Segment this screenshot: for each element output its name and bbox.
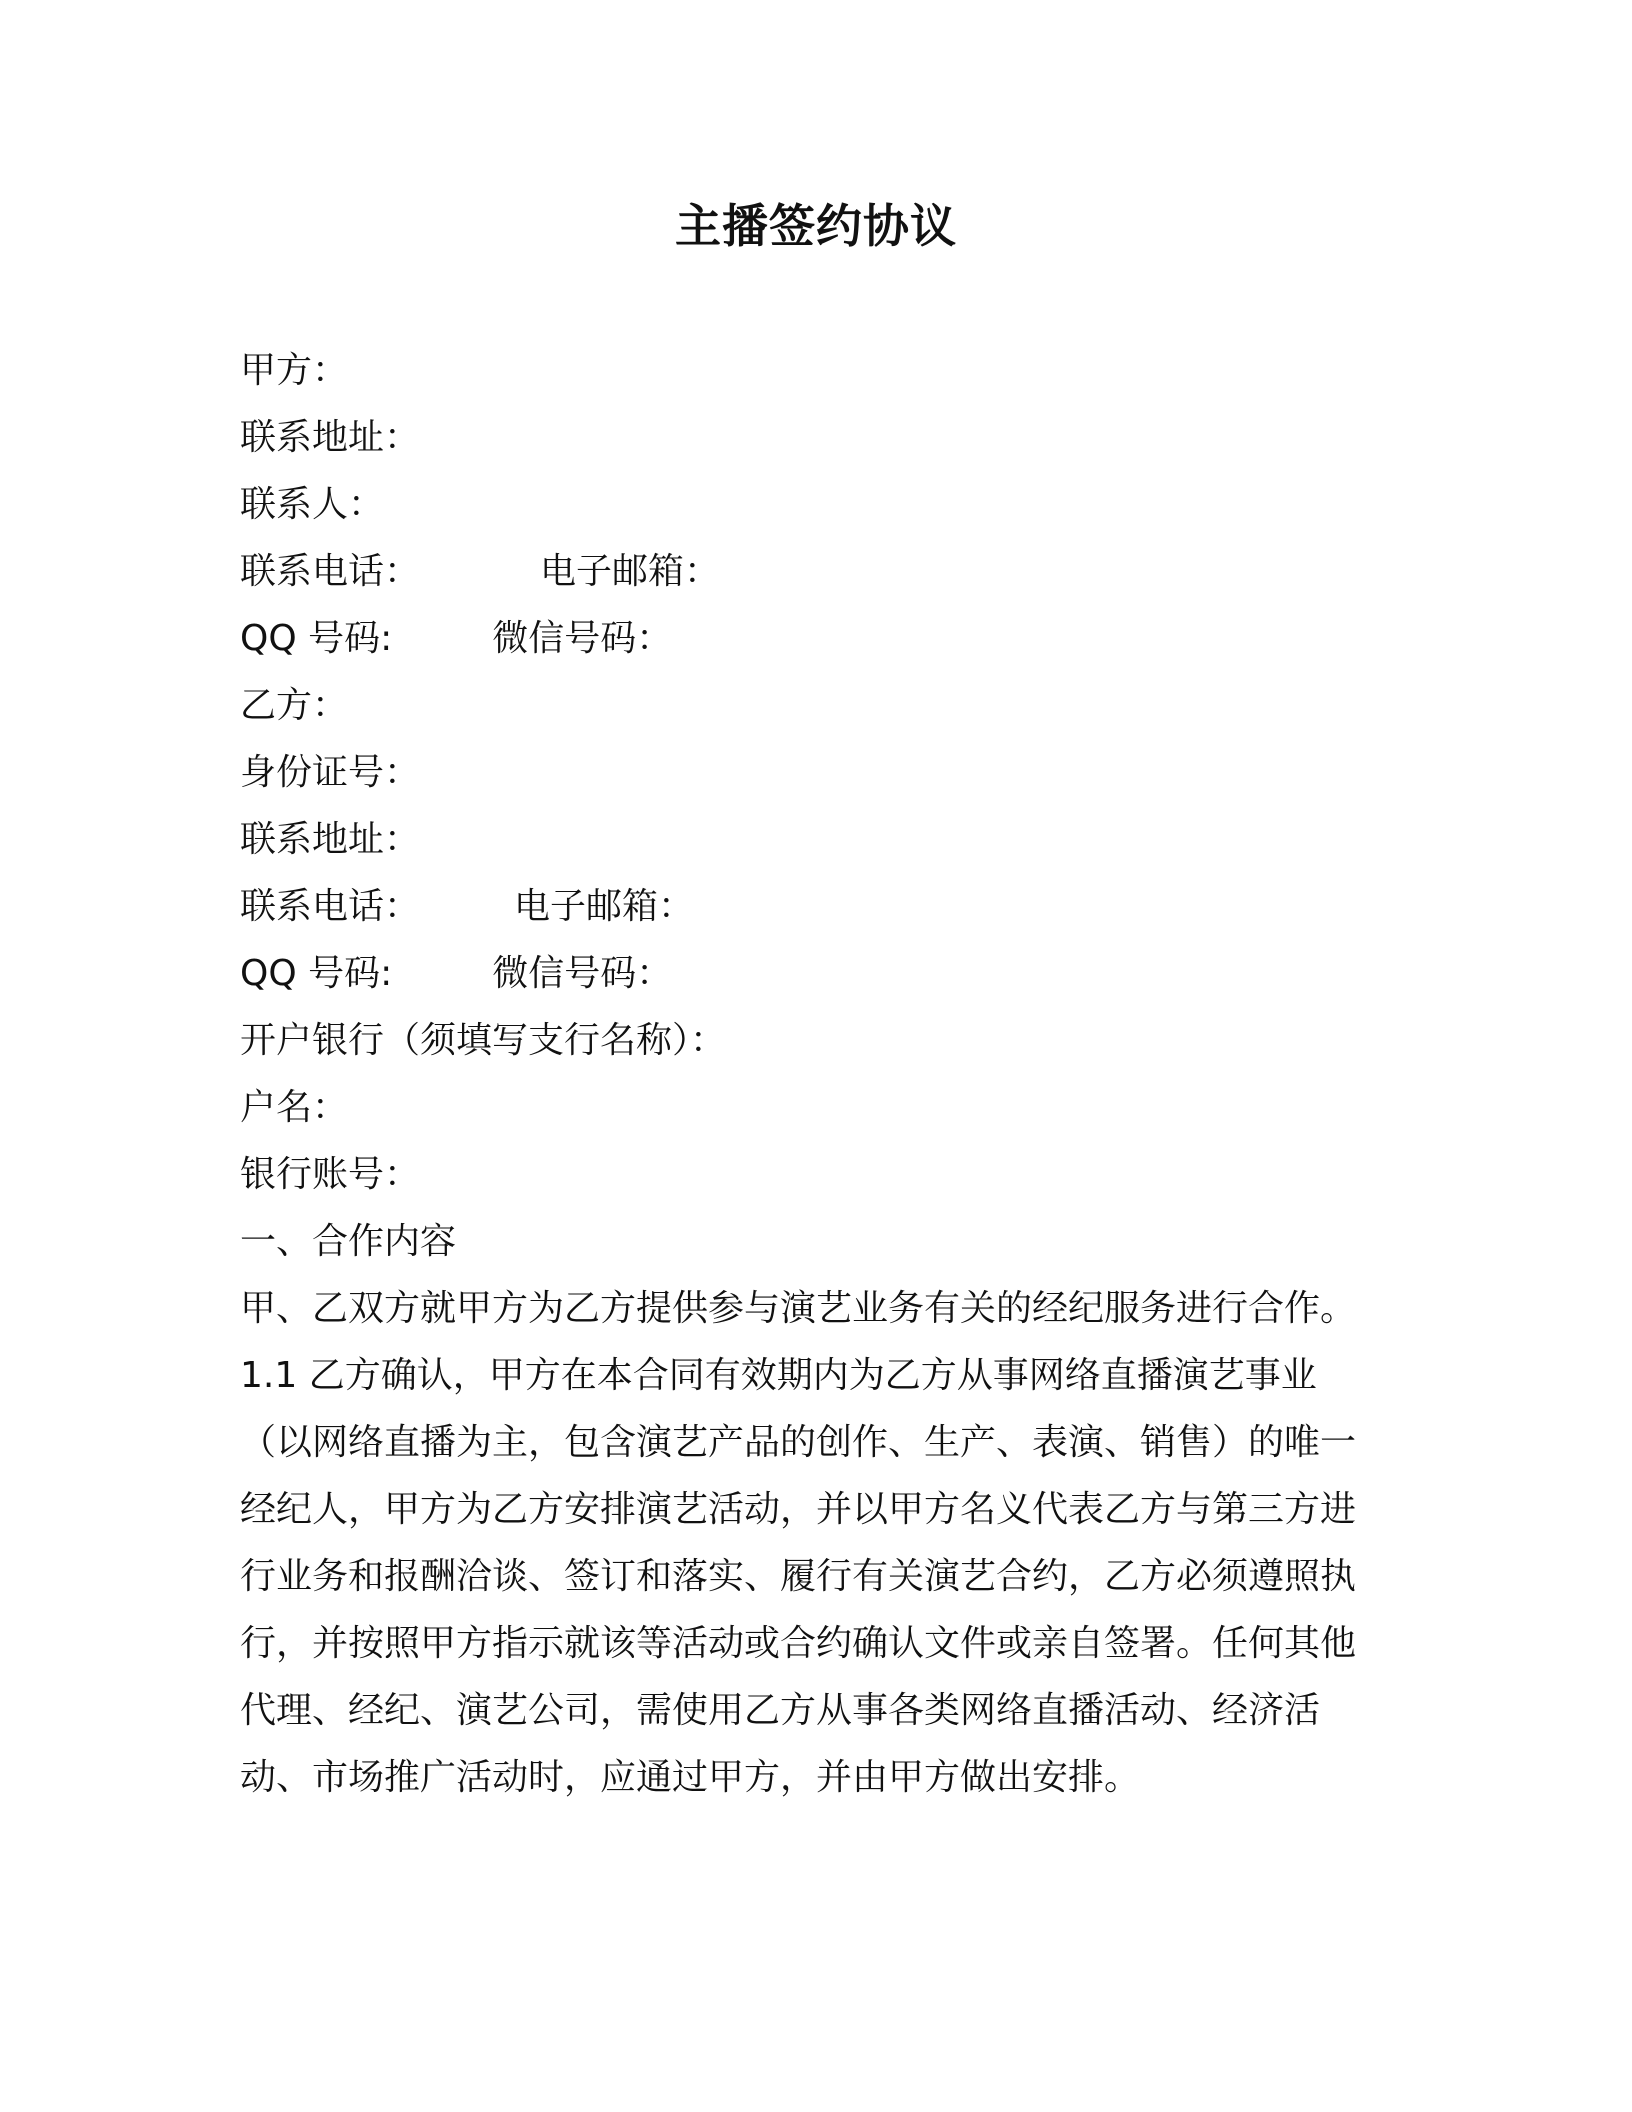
party-a-label: 甲方： xyxy=(240,350,349,391)
section-1-heading: 一、合作内容 xyxy=(240,1221,457,1262)
party-b-phone-email-row xyxy=(240,873,1375,940)
party-b-account-number-label: 银行账号： xyxy=(240,1154,421,1195)
party-b-id-label: 身份证号： xyxy=(240,752,421,793)
party-a-email-label: 电子邮箱： xyxy=(540,551,721,592)
party-a-contact-person-label: 联系人： xyxy=(240,484,385,525)
party-b-phone-label: 联系电话： xyxy=(240,886,421,927)
document-title: 主播签约协议 xyxy=(675,199,957,253)
party-a-phone-label: 联系电话： xyxy=(240,551,421,592)
party-b-address-label: 联系地址： xyxy=(240,819,421,860)
party-b-account-name-label: 户名： xyxy=(240,1087,349,1128)
party-a-address-label: 联系地址： xyxy=(240,417,421,458)
party-a-qq-wechat-row xyxy=(240,605,1375,672)
party-b-bank-label: 开户银行（须填写支行名称）： xyxy=(240,1020,727,1061)
party-a-phone-email-row xyxy=(240,538,1375,605)
document-body xyxy=(240,337,1375,1811)
party-b-qq-label: QQ 号码: xyxy=(240,953,393,994)
party-a-qq-label: QQ 号码: xyxy=(240,618,393,659)
party-b-label: 乙方： xyxy=(240,685,349,726)
section-1-intro: 甲、乙双方就甲方为乙方提供参与演艺业务有关的经纪服务进行合作。 xyxy=(240,1288,1357,1329)
party-b-qq-wechat-row xyxy=(240,940,1375,1007)
party-a-wechat-label: 微信号码： xyxy=(492,618,673,659)
party-b-email-label: 电子邮箱： xyxy=(514,886,695,927)
clause-1-1: 1.1 乙方确认，甲方在本合同有效期内为乙方从事网络直播演艺事业（以网络直播为主，包含演艺产品的创作、生产、表演、销售）的唯一经纪人，甲方为乙方安排演艺活动，并以甲方名义代表乙方与第三方进行业务和报酬洽谈、签订和落实、履行有关演艺合约，乙方必须遵照执行，并按照甲方指示就该等活动或合约确认文件或亲自签署。任何其他代理、经纪、演艺公司，需使用乙方从事各类网络直播活动、经济活动、市场推广活动时，应通过甲方，并由甲方做出安排。 xyxy=(240,1355,1357,1798)
party-b-wechat-label: 微信号码： xyxy=(492,953,673,994)
